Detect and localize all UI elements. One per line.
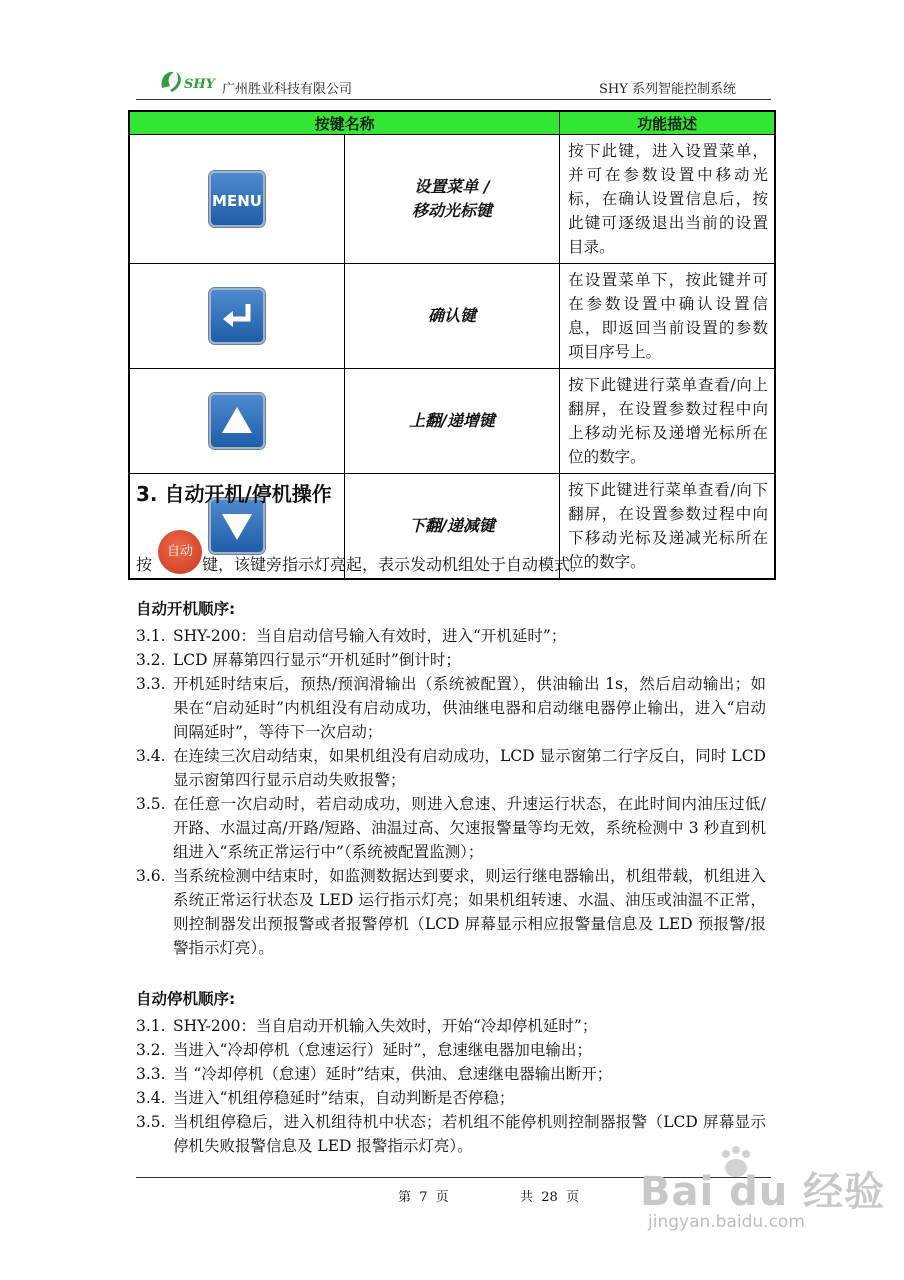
- header-divider: [136, 99, 771, 100]
- list-item: 3.4. 当进入“机组停稳延时”结束，自动判断是否停稳；: [136, 1089, 515, 1107]
- key-desc: 按下此键，进入设置菜单，并可在参数设置中移动光标，在确认设置信息后，按此键可逐级退出当前的设置目录。: [560, 135, 775, 264]
- auto-mode-sentence: [136, 552, 586, 575]
- menu-key-icon: [209, 171, 265, 227]
- list-item: 3.3. 开机延时结束后，预热/预润滑输出（系统被配置），供油输出 1s，然后启动输出；如果在“启动延时”内机组没有启动成功，供油继电器和启动继电器停止输出，进入“启动间隔延时”，等待下一次启动；: [136, 675, 766, 741]
- enter-key-icon: [209, 288, 265, 344]
- list-item: 3.1. SHY-200：当自启动信号输入有效时，进入“开机延时”；: [136, 627, 567, 645]
- key-name: 上翻/递增键: [344, 369, 559, 474]
- page-number: 第 7 页: [398, 1190, 449, 1205]
- list-item: 3.6. 当系统检测中结束时，如监测数据达到要求，则运行继电器输出，机组带载，机组进入系统正常运行状态及 LED 运行指示灯亮；如果机组转速、水温、油压或油温不正常，则控制器发出预报警或者报警停机（LCD 屏幕显示相应报警量信息及 LED 预报警/报警指示灯亮）。: [136, 867, 766, 957]
- logo-text: SHY: [184, 77, 215, 92]
- table-row: [129, 369, 775, 474]
- press-prefix: 按: [136, 555, 153, 574]
- table-row: [129, 264, 775, 369]
- company-name: 广州胜业科技有限公司: [222, 82, 353, 97]
- key-function-table: [128, 110, 776, 580]
- key-desc: 按下此键进行菜单查看/向上翻屏，在设置参数过程中向上移动光标及递增光标所在位的数字。: [560, 369, 775, 474]
- press-suffix: 键，该键旁指示灯亮起，表示发动机组处于自动模式。: [202, 555, 587, 574]
- list-item: 3.2. 当进入“冷却停机（怠速运行）延时”，怠速继电器加电输出；: [136, 1041, 592, 1059]
- watermark-logo: Bai du 经验: [640, 1169, 886, 1215]
- up-key-icon: [209, 393, 265, 449]
- page-total: 共 28 页: [520, 1190, 580, 1205]
- icon-cell: [129, 369, 344, 474]
- header-key-name: 按键名称: [129, 111, 560, 135]
- table-header-row: [129, 111, 775, 135]
- list-item: 3.1. SHY-200：当自启动开机输入失效时，开始“冷却停机延时”；: [136, 1017, 598, 1035]
- company-logo: [158, 68, 220, 94]
- auto-button-icon: 自动: [158, 530, 202, 574]
- auto-stop-heading: 自动停机顺序:: [136, 990, 236, 1008]
- icon-cell: [129, 264, 344, 369]
- watermark-url: jingyan.baidu.com: [648, 1212, 805, 1232]
- header-function-desc: 功能描述: [560, 111, 775, 135]
- table-row: [129, 135, 775, 264]
- key-name: 设置菜单 / 移动光标键: [344, 135, 559, 264]
- key-desc: 按下此键进行菜单查看/向下翻屏，在设置参数过程中向下移动光标及递减光标所在位的数字。: [560, 474, 775, 580]
- list-item: 3.5. 当机组停稳后，进入机组待机中状态；若机组不能停机则控制器报警（LCD 屏幕显示停机失败报警信息及 LED 报警指示灯亮）。: [136, 1113, 766, 1155]
- key-desc: 在设置菜单下，按此键并可在参数设置中确认设置信息，即返回当前设置的参数项目序号上。: [560, 264, 775, 369]
- icon-cell: [129, 135, 344, 264]
- key-name: 确认键: [344, 264, 559, 369]
- auto-start-heading: 自动开机顺序:: [136, 600, 236, 618]
- svg-text:MENU: MENU: [211, 192, 262, 210]
- system-name: SHY 系列智能控制系统: [599, 82, 736, 97]
- section-title: 3. 自动开机/停机操作: [136, 482, 332, 506]
- list-item: 3.3. 当 “冷却停机（怠速）延时”结束，供油、怠速继电器输出断开；: [136, 1065, 613, 1083]
- list-item: 3.5. 在任意一次启动时，若启动成功，则进入怠速、升速运行状态，在此时间内油压过低/开路、水温过高/开路/短路、油温过高、欠速报警量等均无效，系统检测中 3 秒直到机组进入“系统正常运行中”（系统被配置监测）；: [136, 795, 766, 861]
- list-item: 3.2. LCD 屏幕第四行显示“开机延时”倒计时；: [136, 651, 461, 669]
- list-item: 3.4. 在连续三次启动结束，如果机组没有启动成功，LCD 显示窗第二行字反白，同时 LCD 显示窗第四行显示启动失败报警；: [136, 747, 766, 789]
- key-name: 下翻/递减键: [344, 474, 559, 580]
